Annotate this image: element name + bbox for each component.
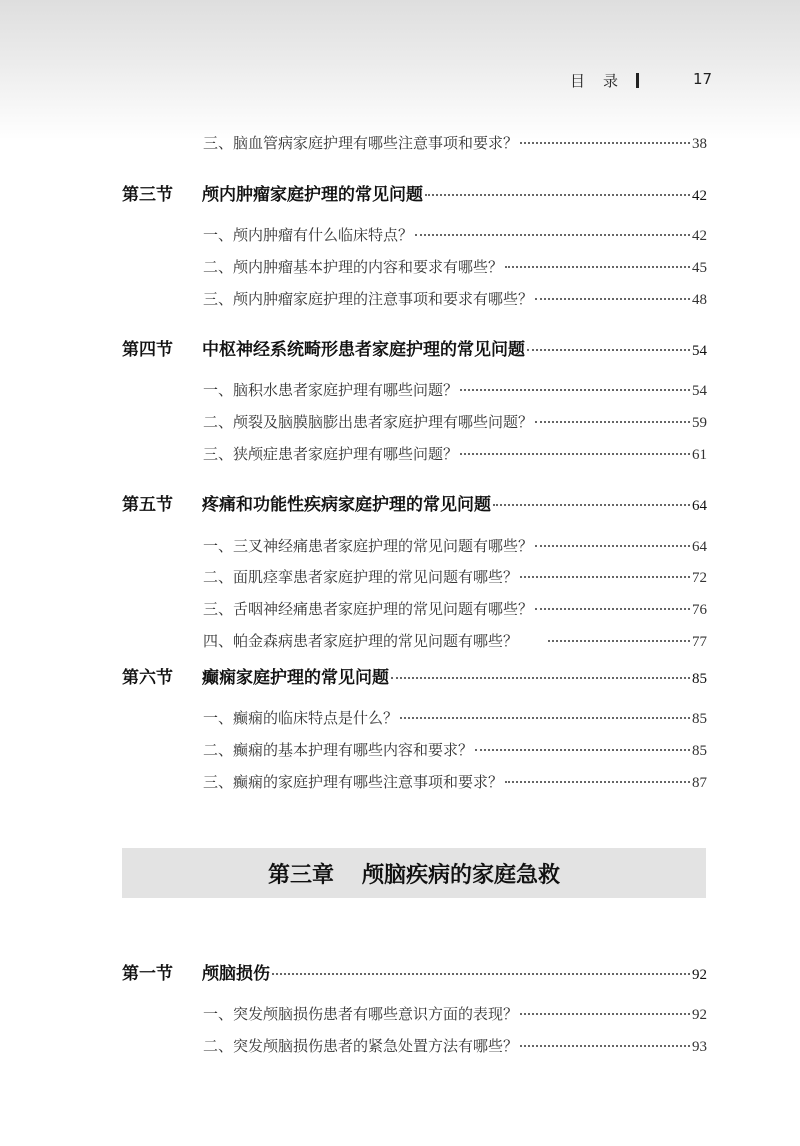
toc-section-number: 第五节 <box>122 495 173 515</box>
toc-section[interactable] <box>122 959 707 984</box>
toc-leader-dots <box>400 717 690 719</box>
toc-leader-dots <box>520 142 690 144</box>
toc-leader-dots <box>415 234 690 236</box>
toc-entry-title: 三、癫痫的家庭护理有哪些注意事项和要求？ <box>203 773 504 791</box>
toc-leader-dots <box>272 973 690 975</box>
toc-entry-page: 45 <box>692 260 707 276</box>
running-title: 目录 <box>570 72 637 90</box>
toc-entry-page: 64 <box>692 498 707 514</box>
toc-leader-dots <box>475 749 690 751</box>
page-number: 17 <box>693 70 713 88</box>
toc-section-number: 第六节 <box>122 668 173 688</box>
toc-entry[interactable] <box>203 411 707 432</box>
toc-leader-dots <box>527 349 690 351</box>
toc-leader-dots <box>460 389 690 391</box>
toc-section-title: 疼痛和功能性疾病家庭护理的常见问题 <box>202 495 491 515</box>
toc-entry-page: 38 <box>692 136 707 152</box>
toc-leader-dots <box>535 545 690 547</box>
chapter-title: 颅脑疾病的家庭急救 <box>362 862 561 888</box>
toc-entry[interactable] <box>203 288 707 309</box>
toc-entry[interactable] <box>203 1003 707 1024</box>
toc-section[interactable] <box>122 663 707 688</box>
toc-entry-title: 二、颅内肿瘤基本护理的内容和要求有哪些？ <box>203 258 504 276</box>
toc-section[interactable] <box>122 180 707 205</box>
toc-entry-page: 54 <box>692 343 707 359</box>
toc-entry-title: 三、狭颅症患者家庭护理有哪些问题？ <box>203 445 459 463</box>
toc-entry-title: 一、癫痫的临床特点是什么？ <box>203 709 399 727</box>
toc-entry-page: 85 <box>692 743 707 759</box>
toc-entry-title: 四、帕金森病患者家庭护理的常见问题有哪些？ <box>203 632 519 650</box>
toc-entry-title: 一、脑积水患者家庭护理有哪些问题？ <box>203 381 459 399</box>
toc-entry-page: 92 <box>692 967 707 983</box>
toc-entry-page: 93 <box>692 1039 707 1055</box>
toc-entry-title: 三、颅内肿瘤家庭护理的注意事项和要求有哪些？ <box>203 290 534 308</box>
toc-entry-title: 一、三叉神经痛患者家庭护理的常见问题有哪些？ <box>203 537 534 555</box>
toc-entry-page: 85 <box>692 671 707 687</box>
toc-entry-page: 59 <box>692 415 707 431</box>
toc-entry-page: 42 <box>692 188 707 204</box>
toc-section[interactable] <box>122 335 707 360</box>
toc-leader-dots <box>520 1013 690 1015</box>
toc-entry-page: 85 <box>692 711 707 727</box>
toc-section-number: 第四节 <box>122 340 173 360</box>
toc-section-title: 颅内肿瘤家庭护理的常见问题 <box>202 185 423 205</box>
running-head <box>560 70 713 92</box>
toc-entry-title: 三、舌咽神经痛患者家庭护理的常见问题有哪些？ <box>203 600 534 618</box>
running-head-divider <box>636 73 639 88</box>
toc-entry-page: 72 <box>692 570 707 586</box>
toc-entry-page: 77 <box>692 634 707 650</box>
chapter-number: 第三章 <box>267 862 334 888</box>
toc-entry[interactable] <box>203 256 707 277</box>
toc-section-number: 第一节 <box>122 964 173 984</box>
toc-leader-dots <box>535 298 690 300</box>
toc-leader-dots <box>505 781 690 783</box>
toc-entry[interactable] <box>203 535 707 556</box>
toc-entry[interactable] <box>203 771 707 792</box>
toc-entry-page: 64 <box>692 539 707 555</box>
toc-entry-title: 一、颅内肿瘤有什么临床特点？ <box>203 226 414 244</box>
toc-entry-title: 一、突发颅脑损伤患者有哪些意识方面的表现？ <box>203 1005 519 1023</box>
toc-entry[interactable] <box>203 379 707 400</box>
toc-entry[interactable] <box>203 707 707 728</box>
toc-entry[interactable] <box>203 566 707 587</box>
toc-entry-page: 54 <box>692 383 707 399</box>
toc-entry[interactable] <box>203 630 707 651</box>
toc-entry-title: 二、颅裂及脑膜脑膨出患者家庭护理有哪些问题？ <box>203 413 534 431</box>
toc-entry-page: 87 <box>692 775 707 791</box>
toc-section-title: 癫痫家庭护理的常见问题 <box>202 668 389 688</box>
toc-entry[interactable] <box>203 1035 707 1056</box>
toc-entry[interactable] <box>203 598 707 619</box>
toc-section[interactable] <box>122 490 707 515</box>
toc-entry[interactable] <box>203 132 707 153</box>
toc-leader-dots <box>493 504 690 506</box>
toc-leader-dots <box>535 608 690 610</box>
toc-leader-dots <box>548 640 690 642</box>
toc-entry-page: 48 <box>692 292 707 308</box>
toc-entry-page: 42 <box>692 228 707 244</box>
toc-entry-title: 二、突发颅脑损伤患者的紧急处置方法有哪些？ <box>203 1037 519 1055</box>
toc-entry[interactable] <box>203 739 707 760</box>
toc-leader-dots <box>520 576 690 578</box>
toc-entry[interactable] <box>203 224 707 245</box>
toc-entry-title: 三、脑血管病家庭护理有哪些注意事项和要求？ <box>203 134 519 152</box>
toc-entry-page: 61 <box>692 447 707 463</box>
toc-entry-title: 二、面肌痉挛患者家庭护理的常见问题有哪些？ <box>203 568 519 586</box>
toc-entry[interactable] <box>203 443 707 464</box>
toc-leader-dots <box>425 194 690 196</box>
toc-leader-dots <box>505 266 690 268</box>
toc-entry-page: 92 <box>692 1007 707 1023</box>
toc-section-number: 第三节 <box>122 185 173 205</box>
toc-section-title: 颅脑损伤 <box>202 964 270 984</box>
toc-entry-title: 二、癫痫的基本护理有哪些内容和要求？ <box>203 741 474 759</box>
toc-leader-dots <box>460 453 690 455</box>
toc-entry-page: 76 <box>692 602 707 618</box>
toc-leader-dots <box>535 421 690 423</box>
chapter-heading[interactable] <box>122 848 706 898</box>
toc-leader-dots <box>391 677 690 679</box>
toc-leader-dots <box>520 1045 690 1047</box>
toc-section-title: 中枢神经系统畸形患者家庭护理的常见问题 <box>202 340 525 360</box>
